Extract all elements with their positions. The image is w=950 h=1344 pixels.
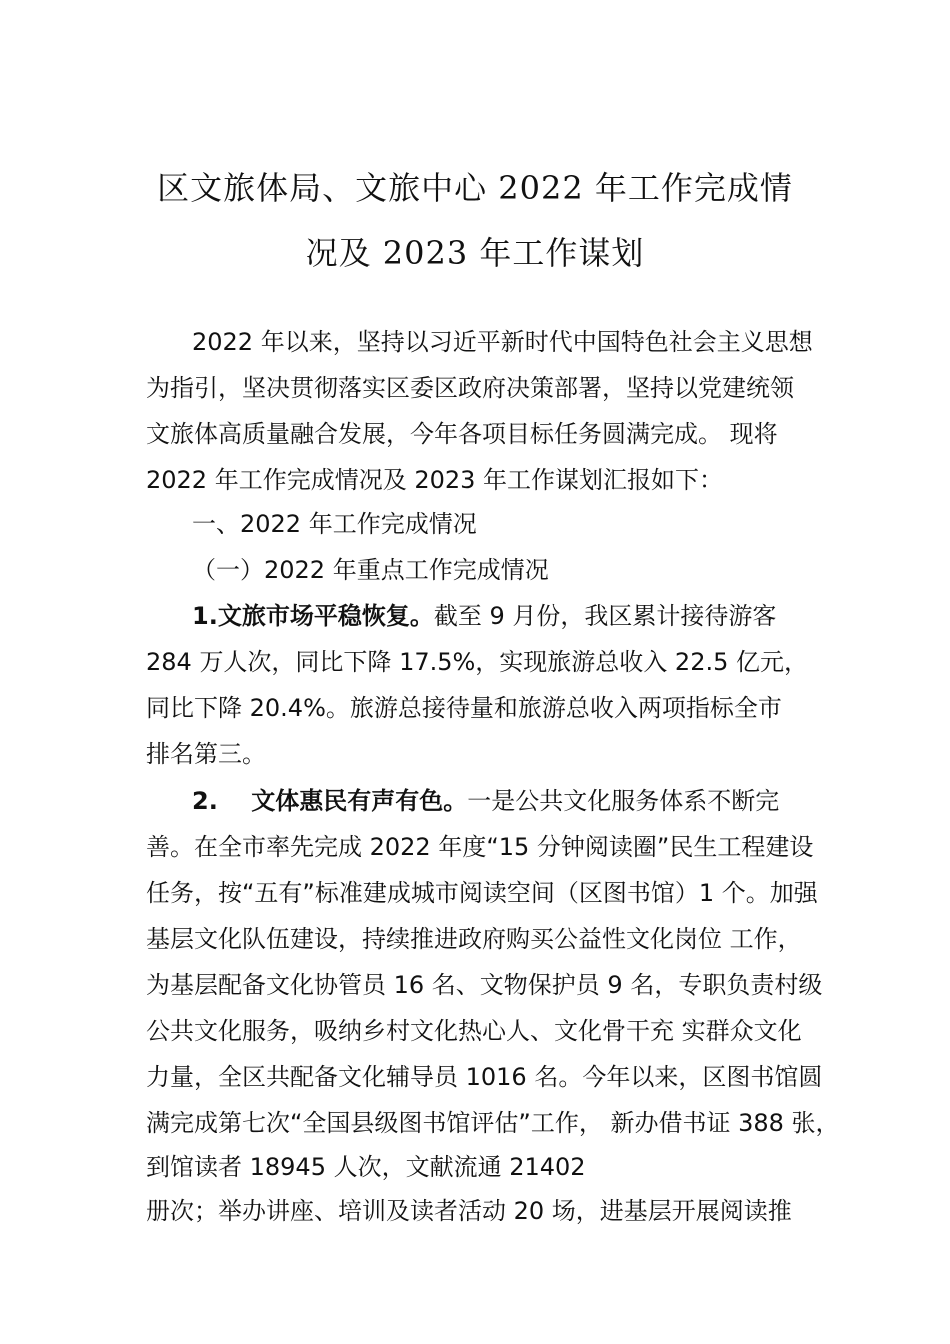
text-line: 册次；举办讲座、培训及读者活动 20 场，进基层开展阅读推 (146, 1197, 792, 1225)
text-line: 284 万人次，同比下降 17.5%，实现旅游总收入 22.5 亿元， (146, 648, 809, 676)
text-line: 公共文化服务，吸纳乡村文化热心人、文化骨干充 实群众文化 (146, 1017, 802, 1045)
text-line: 任务，按“五有”标准建成城市阅读空间（区图书馆）1 个。加强 (146, 879, 818, 907)
document-title-line-2: 况及 2023 年工作谋划 (305, 234, 645, 272)
item-2-lead: 2. 文体惠民有声有色。 (192, 787, 468, 815)
document-title-line-1: 区文旅体局、文旅中心 2022 年工作完成情 (157, 169, 793, 207)
section-heading: 一、2022 年工作完成情况 (192, 510, 477, 538)
text-line: 为基层配备文化协管员 16 名、文物保护员 9 名，专职负责村级 (146, 971, 823, 999)
text-line: 善。在全市率先完成 2022 年度“15 分钟阅读圈”民生工程建设 (146, 833, 814, 861)
item-1-lead: 1.文旅市场平稳恢复。 (192, 602, 434, 630)
text-line (192, 599, 776, 633)
text-line: 力量，全区共配备文化辅导员 1016 名。今年以来，区图书馆圆 (146, 1063, 823, 1091)
text-line: 文旅体高质量融合发展，今年各项目标任务圆满完成。 现将 (146, 420, 778, 448)
text-line: 同比下降 20.4%。旅游总接待量和旅游总收入两项指标全市 (146, 694, 782, 722)
text-line: 2022 年以来，坚持以习近平新时代中国特色社会主义思想 (192, 328, 813, 356)
text-line: 满完成第七次“全国县级图书馆评估”工作， 新办借书证 388 张， (146, 1109, 840, 1137)
text-line: 基层文化队伍建设，持续推进政府购买公益性文化岗位 工作， (146, 925, 802, 953)
item-2-text: 一是公共文化服务体系不断完 (467, 787, 780, 815)
text-line (192, 784, 779, 818)
subsection-heading: （一）2022 年重点工作完成情况 (192, 556, 549, 584)
text-line: 排名第三。 (146, 740, 266, 768)
text-line: 到馆读者 18945 人次，文献流通 21402 (146, 1153, 586, 1181)
item-1-text: 截至 9 月份，我区累计接待游客 (433, 602, 777, 630)
text-line: 为指引，坚决贯彻落实区委区政府决策部署，坚持以党建统领 (146, 374, 794, 402)
text-line: 2022 年工作完成情况及 2023 年工作谋划汇报如下： (146, 466, 724, 494)
